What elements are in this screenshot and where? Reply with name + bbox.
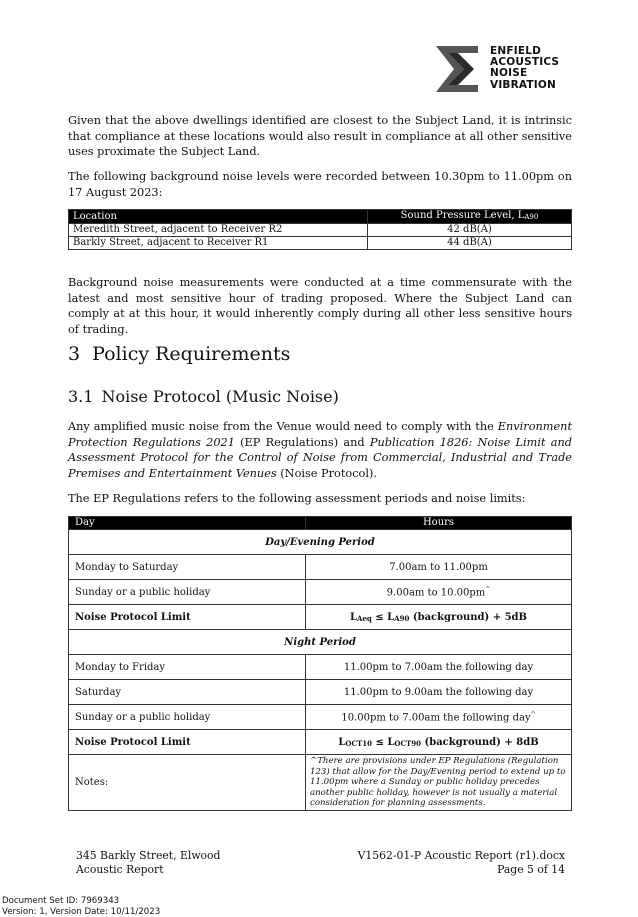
limit-rest: (background) + 8dB — [421, 736, 539, 748]
spl-header-sub: A90 — [524, 213, 539, 221]
logo-line: ENFIELD — [490, 45, 542, 57]
table-row — [69, 555, 572, 580]
logo-text — [490, 46, 559, 91]
paragraph-compliance: Given that the above dwellings identified are closest to the Subject Land, it is intrinsic that compliance at these locations would also result in compliance at all other sensitive uses proximate the Subject Land. — [68, 114, 572, 159]
limit-symbol: L — [338, 736, 346, 748]
subsection-number: 3.1 — [68, 387, 94, 406]
notes-row — [69, 755, 572, 811]
limit-value-cell — [306, 730, 572, 755]
day-cell: Monday to Friday — [69, 655, 306, 680]
limit-value-cell — [306, 605, 572, 630]
footer-left — [76, 849, 220, 876]
section-number: 3 — [68, 343, 81, 365]
subsection-title: Noise Protocol (Music Noise) — [101, 387, 339, 406]
section-heading — [68, 343, 290, 365]
day-cell: Monday to Saturday — [69, 555, 306, 580]
assessment-periods-table — [68, 516, 572, 811]
period-row — [69, 630, 572, 655]
night-period-title: Night Period — [69, 630, 572, 655]
limit-label-cell: Noise Protocol Limit — [69, 605, 306, 630]
hours-cell — [306, 680, 572, 705]
day-cell: Sunday or a public holiday — [69, 705, 306, 730]
logo-line: VIBRATION — [490, 78, 557, 91]
limit-subscript: OCT10 — [345, 738, 372, 748]
limit-symbol: L — [387, 736, 395, 748]
column-header-day: Day — [69, 517, 306, 530]
table-header-row — [69, 517, 572, 530]
hours-cell — [306, 580, 572, 605]
column-header-location: Location — [69, 210, 368, 224]
value-cell: 42 dB(A) — [368, 224, 572, 237]
limit-rest: (background) + 5dB — [409, 611, 528, 623]
document-set-id: Document Set ID: 7969343 — [2, 896, 120, 906]
hours-text: 10.00pm to 7.00am the following day — [341, 712, 531, 724]
spl-header-text: Sound Pressure Level, L — [400, 210, 525, 221]
limit-symbol: L — [349, 611, 358, 623]
limit-operator: ≤ — [371, 611, 388, 623]
column-header-spl — [368, 210, 572, 224]
footer-page-number: Page 5 of 14 — [497, 862, 565, 876]
period-row — [69, 530, 572, 555]
column-header-hours: Hours — [306, 517, 572, 530]
limit-symbol: L — [387, 611, 395, 623]
limit-operator: ≤ — [372, 736, 388, 748]
day-cell: Saturday — [69, 680, 306, 705]
hours-cell — [306, 705, 572, 730]
location-cell: Meredith Street, adjacent to Receiver R2 — [69, 224, 368, 237]
limit-subscript: A90 — [394, 613, 410, 623]
notes-text: ^There are provisions under EP Regulations (Regulation 123) that allow for the Day/Evening period to extend up to 11.00pm where a Sunday or public holiday precedes another public holiday, however is not usually a material consideration for planning assessments. — [306, 755, 572, 811]
document-version: Version: 1, Version Date: 10/11/2023 — [2, 907, 161, 917]
footer-filename: V1562-01-P Acoustic Report (r1).docx — [357, 849, 565, 862]
logo-line: ACOUSTICS — [490, 56, 560, 69]
company-logo — [434, 44, 574, 96]
table-row — [69, 655, 572, 680]
hours-text: 11.00pm to 7.00am the following day — [343, 661, 534, 673]
footer-address: 345 Barkly Street, Elwood — [76, 849, 221, 862]
hours-text: 7.00am to 11.00pm — [389, 561, 488, 573]
text-run: (Noise Protocol). — [276, 466, 377, 480]
paragraph-measurements: Background noise measurements were conducted at a time commensurate with the latest and most sensitive hour of trading proposed. Where the Subject Land can comply at at this hour, it would inherently comply during all other less sensitive hours of trading. — [68, 276, 572, 336]
hours-text: 9.00am to 10.00pm — [386, 587, 486, 599]
footnote-marker: ^ — [485, 585, 491, 593]
table-row — [69, 680, 572, 705]
hours-cell — [306, 655, 572, 680]
table-header-row — [69, 210, 572, 224]
table-row — [69, 605, 572, 630]
limit-subscript: OCT90 — [394, 738, 421, 748]
paragraph-background-intro: The following background noise levels were recorded between 10.30pm to 11.00pm on 17 August 2023: — [68, 170, 572, 199]
footer-report-type: Acoustic Report — [76, 862, 164, 876]
location-cell: Barkly Street, adjacent to Receiver R1 — [69, 237, 368, 250]
text-run: (EP Regulations) and — [234, 435, 370, 449]
limit-subscript: Aeq — [357, 613, 372, 623]
regulation-title: Environment Protection Regulations 2021 — [68, 420, 572, 449]
footnote-marker: ^ — [530, 710, 536, 718]
logo-line: NOISE — [490, 67, 528, 80]
paragraph-assessment-intro: The EP Regulations refers to the following assessment periods and noise limits: — [68, 492, 526, 505]
notes-label: Notes: — [69, 755, 306, 811]
table-row — [69, 580, 572, 605]
footer-right — [358, 849, 565, 876]
background-noise-table — [68, 209, 572, 250]
text-run: Any amplified music noise from the Venue would need to comply with the — [68, 420, 498, 433]
table-row — [69, 224, 572, 237]
day-evening-period-title: Day/Evening Period — [69, 530, 572, 555]
hours-text: 11.00pm to 9.00am the following day — [343, 686, 534, 698]
table-row — [69, 730, 572, 755]
section-title: Policy Requirements — [92, 343, 291, 365]
publication-title: Publication 1826: Noise Limit and Assessment Protocol for the Control of Noise from Commercial, Industrial and Trade Premises and Entertainment Venues — [68, 435, 572, 480]
subsection-heading — [68, 387, 339, 406]
limit-label-cell: Noise Protocol Limit — [69, 730, 306, 755]
day-cell: Sunday or a public holiday — [69, 580, 306, 605]
sigma-logo-icon — [434, 44, 484, 94]
paragraph-noise-protocol — [68, 419, 572, 481]
value-cell: 44 dB(A) — [368, 237, 572, 250]
table-row — [69, 705, 572, 730]
table-row — [69, 237, 572, 250]
hours-cell — [306, 555, 572, 580]
